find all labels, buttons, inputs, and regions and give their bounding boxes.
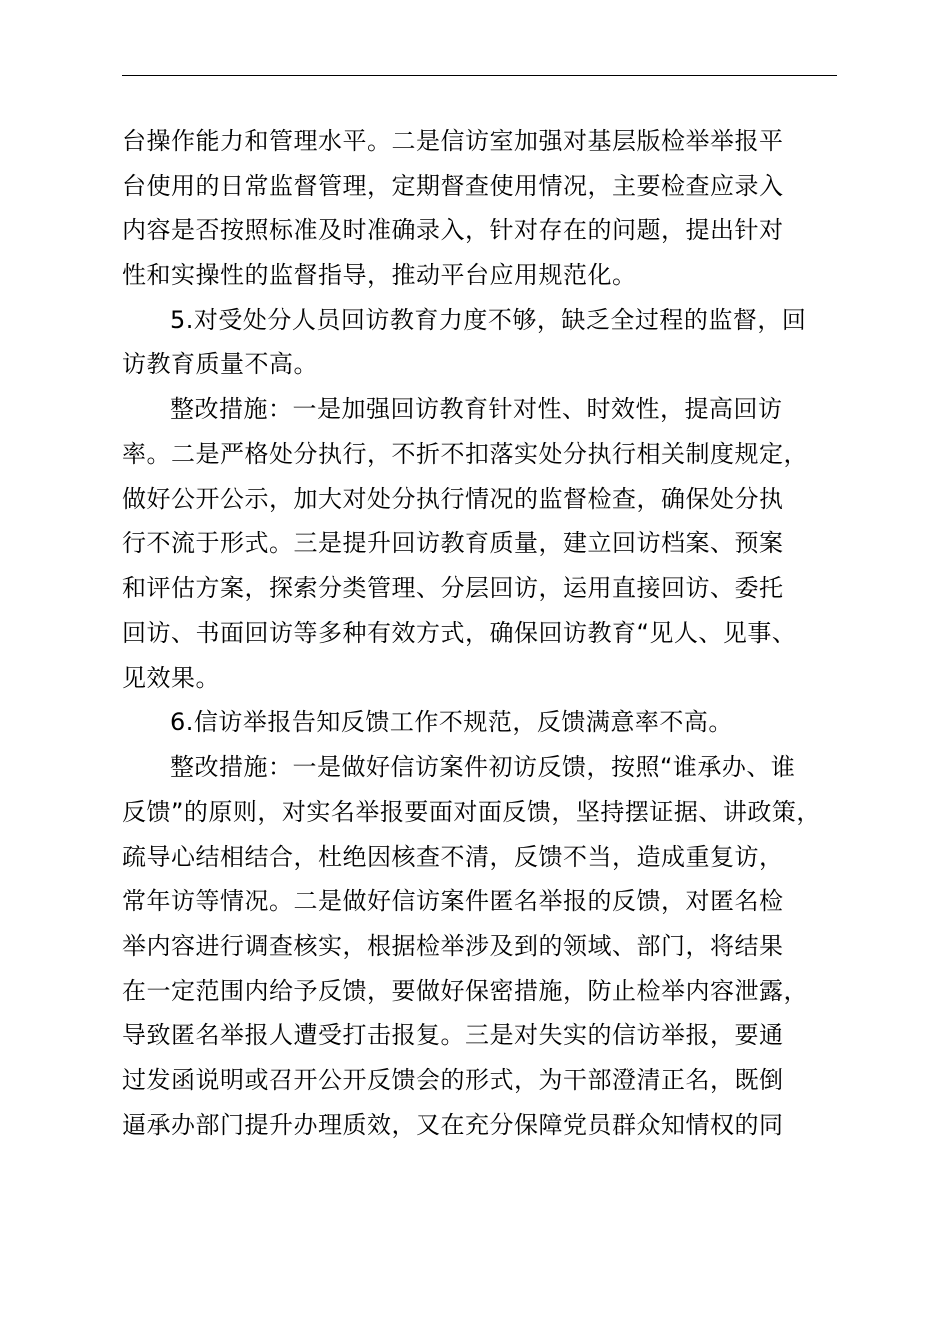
body-line: 行不流于形式。三是提升回访教育质量，建立回访档案、预案 xyxy=(122,529,784,557)
body-line: 性和实操性的监督指导，推动平台应用规范化。 xyxy=(122,261,637,289)
body-line: 做好公开公示，加大对处分执行情况的监督检查，确保处分执 xyxy=(122,485,784,513)
body-line: 在一定范围内给予反馈，要做好保密措施，防止检举内容泄露， xyxy=(122,977,808,1005)
body-line: 回访、书面回访等多种有效方式，确保回访教育“见人、见事、 xyxy=(122,619,797,647)
header-rule xyxy=(122,75,837,76)
body-line: 率。二是严格处分执行，不折不扣落实处分执行相关制度规定， xyxy=(122,440,808,468)
section-heading-line: 5.对受处分人员回访教育力度不够，缺乏全过程的监督，回 xyxy=(170,306,807,334)
body-line: 整改措施：一是加强回访教育针对性、时效性，提高回访 xyxy=(170,395,783,423)
section-heading-line: 6.信访举报告知反馈工作不规范，反馈满意率不高。 xyxy=(170,708,733,736)
body-line: 疏导心结相结合，杜绝因核查不清，反馈不当，造成重复访， xyxy=(122,843,784,871)
body-line: 导致匿名举报人遭受打击报复。三是对失实的信访举报，要通 xyxy=(122,1021,784,1049)
body-line: 整改措施：一是做好信访案件初访反馈，按照“谁承办、谁 xyxy=(170,753,796,781)
body-line: 见效果。 xyxy=(122,664,220,692)
body-line: 内容是否按照标准及时准确录入，针对存在的问题，提出针对 xyxy=(122,216,784,244)
body-line: 反馈”的原则，对实名举报要面对面反馈，坚持摆证据、讲政策， xyxy=(122,798,821,826)
body-line: 过发函说明或召开公开反馈会的形式，为干部澄清正名，既倒 xyxy=(122,1066,784,1094)
body-line: 台操作能力和管理水平。二是信访室加强对基层版检举举报平 xyxy=(122,127,784,155)
body-line: 访教育质量不高。 xyxy=(122,350,318,378)
body-line: 台使用的日常监督管理，定期督查使用情况，主要检查应录入 xyxy=(122,172,784,200)
body-line: 举内容进行调查核实，根据检举涉及到的领域、部门，将结果 xyxy=(122,932,784,960)
body-line: 和评估方案，探索分类管理、分层回访，运用直接回访、委托 xyxy=(122,574,784,602)
body-line: 逼承办部门提升办理质效，又在充分保障党员群众知情权的同 xyxy=(122,1111,784,1139)
body-line: 常年访等情况。二是做好信访案件匿名举报的反馈，对匿名检 xyxy=(122,887,784,915)
